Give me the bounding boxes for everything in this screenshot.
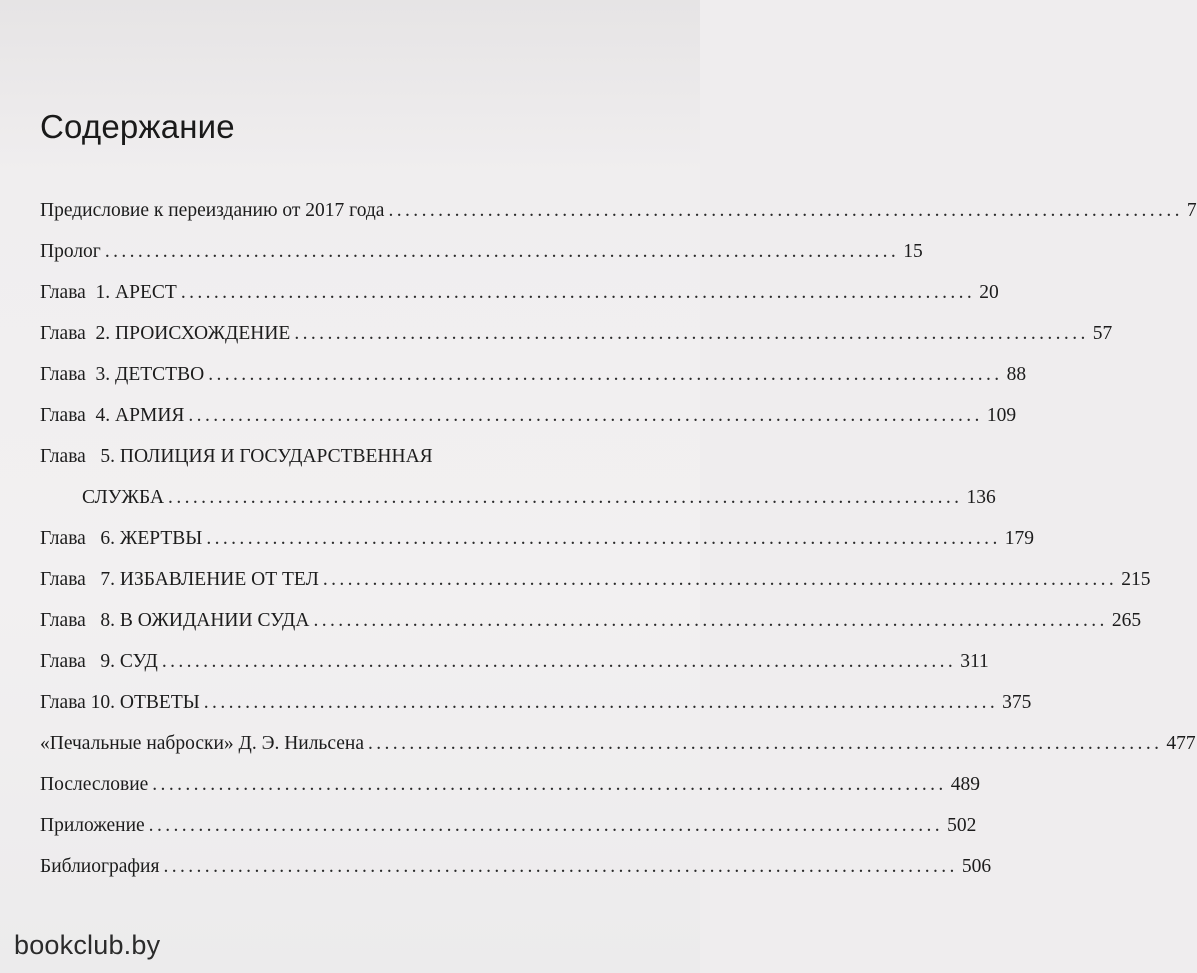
toc-entry-page: 15 <box>903 241 923 262</box>
dot-leader: ................................................................................................ <box>104 241 900 262</box>
dot-leader: ................................................................................................ <box>152 774 947 795</box>
toc-entry-label: Приложение <box>40 815 145 836</box>
site-watermark: bookclub.by <box>14 930 161 960</box>
toc-entry-label: Глава 7. ИЗБАВЛЕНИЕ ОТ ТЕЛ <box>40 569 319 590</box>
toc-entry <box>40 733 1196 763</box>
toc-entry-page: 506 <box>961 856 992 877</box>
dot-leader: ................................................................................................ <box>208 364 1003 385</box>
toc-entry <box>40 446 678 476</box>
dot-leader: ................................................................................................ <box>294 323 1089 344</box>
toc-entry-label: СЛУЖБА <box>82 487 165 508</box>
toc-entry-page: 109 <box>986 405 1017 426</box>
toc-entry-label: Пролог <box>40 241 101 262</box>
toc-entry <box>40 282 999 312</box>
toc-entry <box>40 610 1142 640</box>
toc-entry-label: Послесловие <box>40 774 149 795</box>
toc-entry-label: «Печальные наброски» Д. Э. Нильсена <box>40 733 364 754</box>
toc-entry <box>40 774 980 804</box>
toc-entry-label: Библиография <box>40 856 160 877</box>
toc-entry-page: 215 <box>1121 569 1151 590</box>
toc-entry <box>40 323 1113 353</box>
toc-entry-page: 502 <box>947 815 977 836</box>
toc-entry-page: 375 <box>1002 692 1032 713</box>
toc-entry-label: Глава 2. ПРОИСХОЖДЕНИЕ <box>40 323 291 344</box>
dot-leader: ................................................................................................ <box>161 651 957 672</box>
toc-entry-page: 265 <box>1111 610 1142 631</box>
page-title: Содержание <box>40 108 235 145</box>
toc-entry-label: Глава 1. АРЕСТ <box>40 282 177 303</box>
dot-leader: ................................................................................................ <box>388 200 1183 221</box>
toc-entry-page: 136 <box>966 487 996 508</box>
toc-entry <box>40 405 1017 435</box>
toc-entry-page: 20 <box>979 282 999 303</box>
toc-entry <box>40 528 1034 558</box>
toc-entry-page: 489 <box>950 774 980 795</box>
toc-entry-page: 7 <box>1186 200 1197 221</box>
dot-leader: ................................................................................................ <box>168 487 963 508</box>
dot-leader: ................................................................................................ <box>188 405 983 426</box>
toc-entry <box>40 651 989 681</box>
toc-entry-page: 477 <box>1166 733 1196 754</box>
toc-entry-page: 57 <box>1092 323 1113 344</box>
toc-entry <box>40 241 923 271</box>
toc-entry <box>40 815 977 845</box>
toc-entry-label: Предисловие к переизданию от 2017 года <box>40 200 385 221</box>
toc-entry <box>40 856 992 886</box>
dot-leader: ................................................................................................ <box>367 733 1163 754</box>
toc-entry <box>40 569 1151 599</box>
toc-entry-label: Глава 9. СУД <box>40 651 158 672</box>
dot-leader: ................................................................................................ <box>148 815 944 836</box>
toc-entry <box>40 200 1197 230</box>
dot-leader: ................................................................................................ <box>180 282 976 303</box>
toc-entry-label: Глава 3. ДЕТСТВО <box>40 364 205 385</box>
dot-leader: ................................................................................................ <box>322 569 1118 590</box>
toc-entry-label: Глава 8. В ОЖИДАНИИ СУДА <box>40 610 310 631</box>
toc-entry-label: Глава 6. ЖЕРТВЫ <box>40 528 203 549</box>
toc-entry-label: Глава 4. АРМИЯ <box>40 405 185 426</box>
toc-entry-label: Глава 10. ОТВЕТЫ <box>40 692 200 713</box>
toc-entry-label: Глава 5. ПОЛИЦИЯ И ГОСУДАРСТВЕННАЯ <box>40 446 433 467</box>
toc-entry-page: 88 <box>1006 364 1027 385</box>
toc-entry-page: 179 <box>1004 528 1034 549</box>
dot-leader: ................................................................................................ <box>163 856 958 877</box>
dot-leader: ................................................................................................ <box>203 692 999 713</box>
toc-entry <box>62 487 996 517</box>
dot-leader: ................................................................................................ <box>206 528 1001 549</box>
toc-entry <box>40 364 1027 394</box>
toc-entry-page: 311 <box>960 651 989 672</box>
toc-entry <box>40 692 1032 722</box>
dot-leader: ................................................................................................ <box>313 610 1108 631</box>
